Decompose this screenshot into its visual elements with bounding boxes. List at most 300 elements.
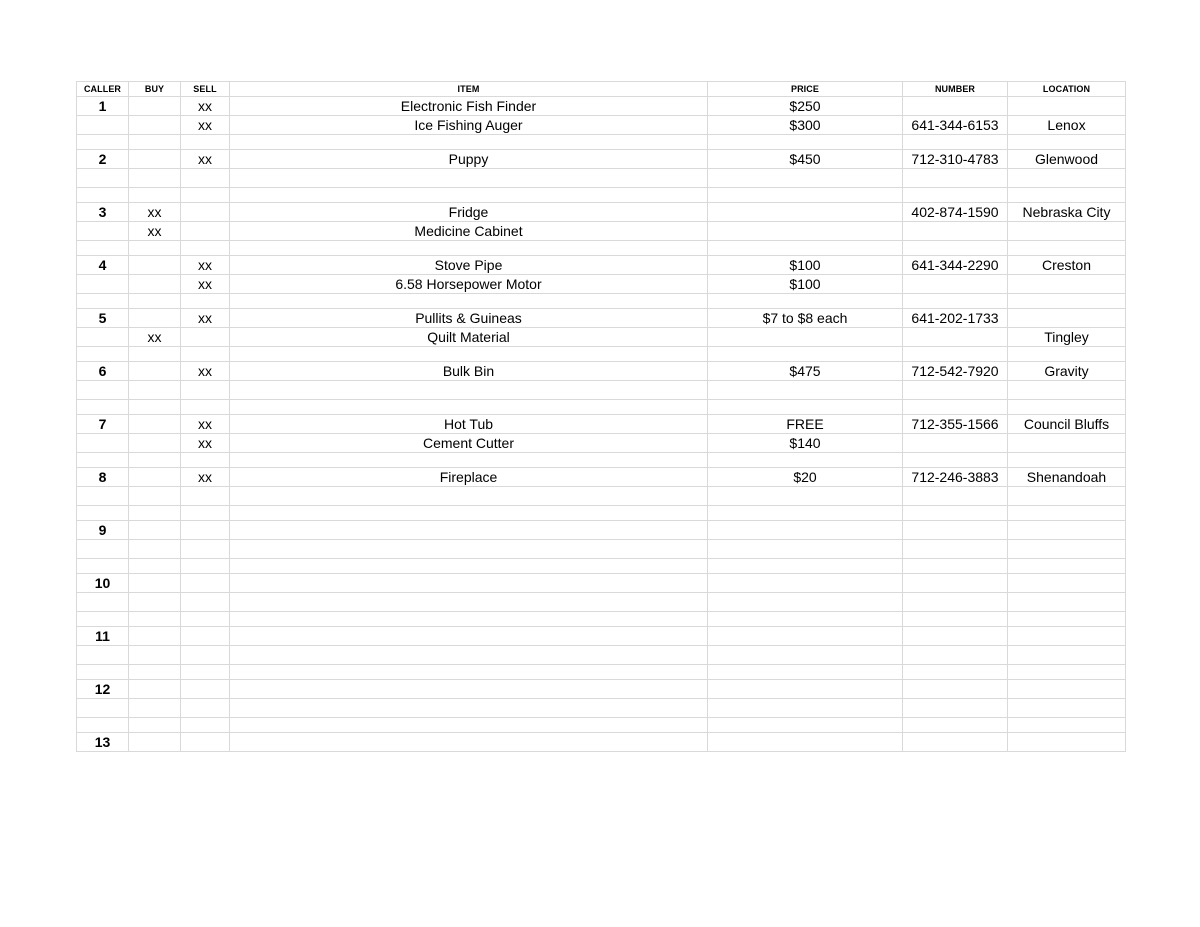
cell-item [230,612,708,627]
cell-buy [129,718,181,733]
cell-number: 641-202-1733 [903,309,1008,328]
cell-item: Pullits & Guineas [230,309,708,328]
cell-number [903,487,1008,506]
cell-price [708,169,903,188]
cell-price [708,718,903,733]
cell-location [1008,487,1126,506]
cell-location [1008,434,1126,453]
cell-location [1008,453,1126,468]
cell-number [903,97,1008,116]
cell-price [708,222,903,241]
cell-caller: 9 [77,521,129,540]
cell-price [708,646,903,665]
table-row [77,275,1126,294]
cell-sell [181,521,230,540]
table-row [77,222,1126,241]
cell-location [1008,294,1126,309]
cell-caller [77,699,129,718]
cell-number [903,718,1008,733]
cell-item [230,559,708,574]
cell-item [230,241,708,256]
cell-price: $100 [708,275,903,294]
cell-item: Ice Fishing Auger [230,116,708,135]
cell-item [230,169,708,188]
cell-buy: xx [129,203,181,222]
cell-item [230,574,708,593]
cell-number [903,733,1008,752]
cell-number: 712-542-7920 [903,362,1008,381]
cell-price [708,135,903,150]
cell-sell [181,169,230,188]
cell-number [903,434,1008,453]
table-row [77,150,1126,169]
cell-location: Lenox [1008,116,1126,135]
cell-caller: 10 [77,574,129,593]
cell-price [708,733,903,752]
table-row [77,381,1126,400]
header-item: ITEM [230,82,708,97]
cell-location [1008,400,1126,415]
cell-location [1008,665,1126,680]
cell-buy [129,381,181,400]
cell-item: Cement Cutter [230,434,708,453]
cell-caller [77,540,129,559]
cell-sell [181,188,230,203]
cell-item [230,135,708,150]
cell-number [903,188,1008,203]
cell-sell [181,733,230,752]
cell-buy [129,188,181,203]
cell-location [1008,646,1126,665]
cell-sell [181,699,230,718]
cell-caller [77,116,129,135]
spacer-row [77,453,1126,468]
cell-price [708,188,903,203]
cell-number [903,521,1008,540]
cell-buy [129,487,181,506]
cell-number [903,400,1008,415]
cell-item [230,347,708,362]
cell-price: $250 [708,97,903,116]
table-row [77,646,1126,665]
table-row [77,116,1126,135]
cell-price [708,203,903,222]
cell-number [903,381,1008,400]
table-row [77,593,1126,612]
cell-caller [77,506,129,521]
spacer-row [77,241,1126,256]
cell-caller: 6 [77,362,129,381]
table-row [77,540,1126,559]
cell-buy [129,434,181,453]
cell-sell: xx [181,309,230,328]
header-caller: CALLER [77,82,129,97]
cell-buy [129,559,181,574]
cell-number [903,593,1008,612]
cell-sell [181,135,230,150]
cell-buy [129,453,181,468]
cell-buy [129,256,181,275]
cell-item [230,400,708,415]
table-row [77,699,1126,718]
cell-number [903,627,1008,646]
table-row [77,468,1126,487]
cell-buy [129,362,181,381]
cell-item [230,453,708,468]
cell-location: Creston [1008,256,1126,275]
cell-location [1008,347,1126,362]
cell-item [230,593,708,612]
cell-location: Glenwood [1008,150,1126,169]
table-row [77,521,1126,540]
cell-location [1008,309,1126,328]
cell-item: Medicine Cabinet [230,222,708,241]
cell-buy [129,665,181,680]
cell-number [903,646,1008,665]
cell-sell: xx [181,275,230,294]
cell-item: Puppy [230,150,708,169]
cell-location [1008,381,1126,400]
cell-number [903,169,1008,188]
cell-caller: 12 [77,680,129,699]
cell-caller [77,612,129,627]
cell-number [903,680,1008,699]
cell-location [1008,699,1126,718]
cell-price [708,559,903,574]
cell-location: Council Bluffs [1008,415,1126,434]
cell-item [230,646,708,665]
cell-buy [129,275,181,294]
cell-sell [181,222,230,241]
cell-number [903,294,1008,309]
cell-buy [129,135,181,150]
cell-location [1008,275,1126,294]
spacer-row [77,665,1126,680]
cell-sell: xx [181,97,230,116]
cell-price [708,540,903,559]
cell-sell: xx [181,362,230,381]
cell-location [1008,733,1126,752]
table-row [77,309,1126,328]
cell-item [230,294,708,309]
cell-price: $7 to $8 each [708,309,903,328]
cell-location: Nebraska City [1008,203,1126,222]
cell-buy [129,506,181,521]
table-body [77,97,1126,752]
cell-caller [77,275,129,294]
cell-caller [77,559,129,574]
cell-location [1008,169,1126,188]
cell-caller [77,241,129,256]
cell-item [230,521,708,540]
cell-sell [181,328,230,347]
cell-buy [129,400,181,415]
cell-buy [129,97,181,116]
cell-item: Fireplace [230,468,708,487]
cell-location [1008,241,1126,256]
cell-item [230,699,708,718]
cell-sell: xx [181,256,230,275]
cell-sell [181,646,230,665]
cell-number: 712-310-4783 [903,150,1008,169]
cell-price [708,612,903,627]
cell-price: FREE [708,415,903,434]
cell-price [708,680,903,699]
cell-location [1008,506,1126,521]
cell-caller [77,665,129,680]
table-row [77,434,1126,453]
cell-buy [129,521,181,540]
cell-price [708,381,903,400]
cell-caller: 2 [77,150,129,169]
table-row [77,169,1126,188]
cell-buy [129,468,181,487]
table-row [77,415,1126,434]
cell-price [708,574,903,593]
cell-sell [181,381,230,400]
cell-buy [129,627,181,646]
cell-item [230,540,708,559]
cell-number [903,275,1008,294]
cell-item: Fridge [230,203,708,222]
cell-caller [77,188,129,203]
cell-caller: 7 [77,415,129,434]
cell-item: 6.58 Horsepower Motor [230,275,708,294]
cell-item [230,665,708,680]
cell-price [708,593,903,612]
cell-number [903,559,1008,574]
cell-sell [181,593,230,612]
table-row [77,328,1126,347]
cell-location: Tingley [1008,328,1126,347]
cell-sell [181,400,230,415]
cell-sell [181,612,230,627]
header-location: LOCATION [1008,82,1126,97]
cell-location [1008,135,1126,150]
cell-sell [181,506,230,521]
table-row [77,203,1126,222]
cell-sell: xx [181,415,230,434]
cell-number [903,328,1008,347]
cell-buy [129,680,181,699]
cell-number [903,222,1008,241]
cell-sell [181,347,230,362]
cell-sell [181,487,230,506]
cell-price: $450 [708,150,903,169]
spacer-row [77,347,1126,362]
cell-number [903,135,1008,150]
header-number: NUMBER [903,82,1008,97]
cell-price [708,400,903,415]
table-row [77,574,1126,593]
spacer-row [77,135,1126,150]
cell-item: Stove Pipe [230,256,708,275]
cell-sell [181,540,230,559]
cell-number [903,540,1008,559]
cell-buy [129,116,181,135]
cell-item [230,680,708,699]
cell-item: Hot Tub [230,415,708,434]
cell-caller [77,169,129,188]
cell-caller: 13 [77,733,129,752]
cell-caller [77,294,129,309]
cell-buy [129,646,181,665]
cell-location [1008,540,1126,559]
cell-location [1008,574,1126,593]
cell-location [1008,593,1126,612]
cell-price: $100 [708,256,903,275]
cell-item: Bulk Bin [230,362,708,381]
cell-location [1008,627,1126,646]
cell-sell [181,627,230,646]
spacer-row [77,294,1126,309]
cell-caller: 8 [77,468,129,487]
cell-item [230,718,708,733]
cell-price [708,328,903,347]
header-price: PRICE [708,82,903,97]
cell-location: Shenandoah [1008,468,1126,487]
cell-price [708,453,903,468]
cell-caller [77,453,129,468]
header-row [77,82,1126,97]
cell-price [708,627,903,646]
table-row [77,362,1126,381]
cell-caller [77,347,129,362]
cell-caller [77,593,129,612]
cell-sell [181,718,230,733]
cell-location [1008,97,1126,116]
cell-location [1008,188,1126,203]
cell-caller: 11 [77,627,129,646]
cell-number [903,453,1008,468]
cell-item: Electronic Fish Finder [230,97,708,116]
cell-location [1008,559,1126,574]
table-row [77,680,1126,699]
table-row [77,733,1126,752]
cell-price: $300 [708,116,903,135]
cell-number [903,665,1008,680]
cell-caller [77,222,129,241]
cell-location [1008,521,1126,540]
cell-price: $475 [708,362,903,381]
cell-location [1008,718,1126,733]
cell-buy: xx [129,328,181,347]
cell-number: 641-344-6153 [903,116,1008,135]
cell-caller [77,400,129,415]
cell-caller [77,487,129,506]
cell-price: $140 [708,434,903,453]
cell-price: $20 [708,468,903,487]
table-row [77,256,1126,275]
cell-buy [129,150,181,169]
cell-number: 712-355-1566 [903,415,1008,434]
cell-buy [129,699,181,718]
table-row [77,487,1126,506]
header-buy: BUY [129,82,181,97]
cell-sell [181,680,230,699]
cell-location [1008,222,1126,241]
table-row [77,97,1126,116]
cell-number: 641-344-2290 [903,256,1008,275]
cell-location [1008,612,1126,627]
cell-price [708,699,903,718]
cell-item [230,188,708,203]
spacer-row [77,506,1126,521]
cell-price [708,487,903,506]
cell-number [903,574,1008,593]
cell-sell: xx [181,150,230,169]
cell-price [708,521,903,540]
cell-buy [129,593,181,612]
cell-sell [181,453,230,468]
spacer-row [77,400,1126,415]
cell-number [903,612,1008,627]
cell-price [708,241,903,256]
cell-item: Quilt Material [230,328,708,347]
cell-item [230,487,708,506]
cell-caller [77,328,129,347]
cell-number [903,241,1008,256]
cell-price [708,665,903,680]
cell-caller [77,135,129,150]
spacer-row [77,718,1126,733]
cell-number [903,699,1008,718]
cell-buy [129,347,181,362]
cell-item [230,506,708,521]
cell-price [708,294,903,309]
cell-item [230,381,708,400]
cell-caller [77,718,129,733]
cell-buy [129,415,181,434]
cell-buy [129,294,181,309]
cell-sell [181,559,230,574]
cell-sell [181,241,230,256]
cell-buy [129,241,181,256]
cell-number [903,347,1008,362]
cell-price [708,506,903,521]
cell-caller: 5 [77,309,129,328]
cell-price [708,347,903,362]
cell-caller [77,381,129,400]
cell-buy [129,733,181,752]
cell-item [230,733,708,752]
cell-caller: 1 [77,97,129,116]
header-sell: SELL [181,82,230,97]
cell-item [230,627,708,646]
cell-buy [129,612,181,627]
cell-sell: xx [181,468,230,487]
cell-buy: xx [129,222,181,241]
cell-caller [77,434,129,453]
caller-table [76,81,1126,752]
cell-number [903,506,1008,521]
cell-buy [129,540,181,559]
cell-caller: 4 [77,256,129,275]
spacer-row [77,559,1126,574]
cell-sell: xx [181,434,230,453]
cell-caller [77,646,129,665]
cell-sell: xx [181,116,230,135]
cell-sell [181,665,230,680]
cell-location: Gravity [1008,362,1126,381]
table-row [77,627,1126,646]
spacer-row [77,612,1126,627]
cell-sell [181,574,230,593]
cell-buy [129,574,181,593]
cell-buy [129,169,181,188]
cell-number: 712-246-3883 [903,468,1008,487]
cell-caller: 3 [77,203,129,222]
